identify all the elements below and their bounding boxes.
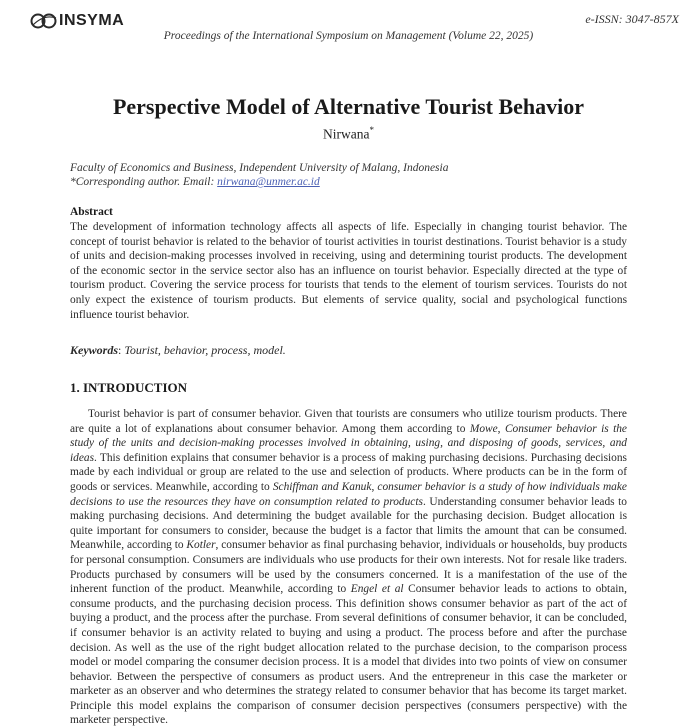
keywords-values: Tourist, behavior, process, model. bbox=[124, 343, 286, 357]
affiliation bbox=[70, 161, 448, 189]
body-text-4: , bbox=[371, 480, 378, 493]
email-link[interactable]: nirwana@unmer.ac.id bbox=[217, 176, 320, 188]
keywords-line bbox=[70, 343, 286, 358]
author-name: Nirwana bbox=[323, 126, 370, 142]
insyma-logo bbox=[30, 11, 124, 31]
quote-definition-2: consumer behavior is a study of how individuals make decisions to use the resources they have on consumption related to products bbox=[70, 480, 627, 508]
quote-definition-1: Consumer behavior is the study of the units and decision-making processes involved in obtaining, using, and disposing of goods, services, and ideas bbox=[70, 422, 627, 464]
body-text-7: Consumer behavior leads to actions to obtain, consume products, and the purchasing decision process. This definition shows consumer behavior as part of the act of buying a product, and the process after the purchase. From several definitions of consumer behavior, it can be concluded, if consumer behavior is an activity related to buying and using a product. The process before and after the purchase decision. As well as the use of the right budget allocation related to the purchase decision, to the comparison process model or model comparing the consumer decision process. It is a model that divides into two points of view on consumer behavior. Between the perspective of consumers as product users. And the entrepreneur in this case the marketer or marketer as an observer and who determines the strategy related to consumer behavior that has become its target market. Principle this model explains the comparison of consumer decision perspectives (consumers perspective) with the marketer perspective. bbox=[70, 583, 627, 727]
keywords-separator: : bbox=[118, 343, 125, 357]
proceedings-line: Proceedings of the International Symposium on Management (Volume 22, 2025) bbox=[163, 30, 534, 42]
logo-mark-icon bbox=[30, 12, 58, 30]
introduction-body bbox=[70, 407, 628, 727]
abstract-text: The development of information technology affects all aspects of life. Especially in changing tourist behavior. The concept of tourist behavior is related to the behavior of tourist activities in tourist destinations. Tourist behavior is a study of units and decision-making processes involved in receiving, using and determining tourist products. The development of the economic sector in the service sector also has an influence on tourist behavior. Especially directed at the type of tourism product. Covering the service process for tourists that tends to the element of tourism services. Tourists do not only expect the existence of tourism products. But elements of service quality, social and psychological functions influence tourist behavior. bbox=[70, 221, 627, 321]
citation-mowe: Mowe bbox=[469, 422, 498, 435]
body-text-3: . This definition explains that consumer behavior is a process of making purchasing decisions. Purchasing decisions made by each individual or group are related to the use and selection of products. Where products can be in the form of goods or services. Meanwhile, according to bbox=[70, 451, 627, 493]
corresponding-line bbox=[70, 175, 448, 189]
citation-engel: Engel et al bbox=[350, 583, 404, 596]
introduction-paragraph bbox=[70, 407, 627, 728]
citation-schiffman-kanuk: Schiffman and Kanuk bbox=[272, 480, 372, 493]
citation-kotler: Kotler bbox=[186, 539, 216, 552]
keywords-label: Keywords bbox=[70, 343, 118, 357]
issn-label: e-ISSN: 3047-857X bbox=[585, 12, 679, 26]
paper-title: Perspective Model of Alternative Tourist Behavior bbox=[112, 94, 585, 119]
abstract-heading: Abstract bbox=[70, 206, 113, 218]
body-text-2: , bbox=[497, 422, 505, 435]
logo-text: INSYMA bbox=[59, 12, 125, 29]
author-mark: * bbox=[369, 125, 374, 135]
body-text-5: . Understanding consumer behavior leads to making purchasing decisions. And determining the budget available for the purchasing decision. Budget allocation is quite important for consumers to consider, because the budget is a factor that limits the amount that can be consumed. Meanwhile, according to bbox=[70, 495, 627, 552]
body-text-1: Tourist behavior is part of consumer behavior. Given that tourists are consumers who utilize tourism products. There are quite a lot of explanations about consumer behavior. Among them according to bbox=[70, 408, 627, 435]
corresponding-label: *Corresponding author. Email: bbox=[70, 176, 218, 188]
section-heading: 1. INTRODUCTION bbox=[70, 380, 188, 395]
body-text-6: , consumer behavior as final purchasing behavior, individuals or households, buy products for personal consumption. Consumers are individuals who use products for their own interests. Not for resale like traders. Products purchased by consumers will be used by the consumers concerned. It is a manifestation of the use of the inherent function of the product. Meanwhile, according to bbox=[70, 539, 628, 596]
affiliation-line: Faculty of Economics and Business, Independent University of Malang, Indonesia bbox=[70, 162, 449, 174]
author-line bbox=[0, 125, 697, 143]
